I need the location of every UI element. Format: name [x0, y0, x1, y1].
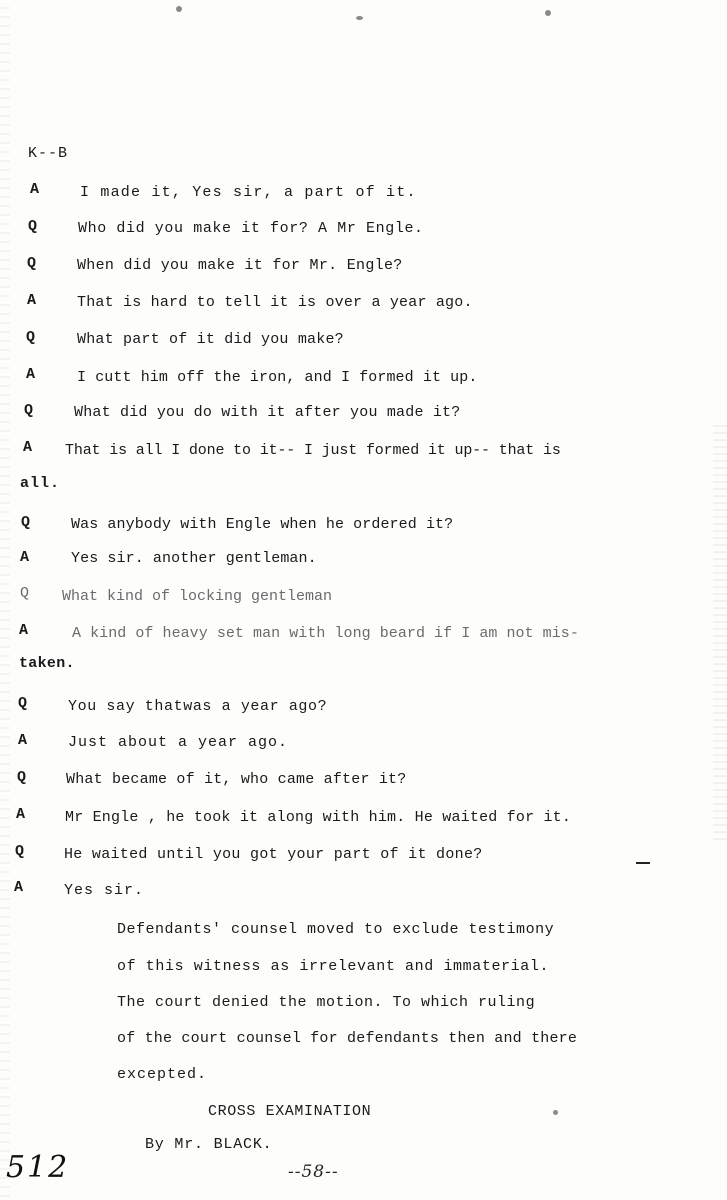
line-text: A kind of heavy set man with long beard if I am not mis- — [72, 625, 579, 642]
scan-speck — [356, 16, 363, 20]
line-text: Was anybody with Engle when he ordered it? — [71, 516, 454, 533]
stray-mark — [636, 862, 650, 864]
speaker-label: Q — [15, 843, 25, 860]
examiner-line: By Mr. BLACK. — [145, 1136, 273, 1153]
paragraph-line: Defendants' counsel moved to exclude testimony — [117, 921, 555, 938]
line-text: What part of it did you make? — [77, 331, 344, 348]
line-text: I cutt him off the iron, and I formed it up. — [77, 369, 478, 386]
line-text: Yes sir. — [64, 882, 145, 899]
speaker-label: A — [23, 439, 33, 456]
paragraph-line: excepted. — [117, 1066, 208, 1083]
paragraph-line: of the court counsel for defendants then and there — [117, 1030, 578, 1047]
scan-edge-right — [713, 420, 727, 840]
speaker-label: Q — [18, 695, 28, 712]
speaker-label: Q — [20, 585, 30, 602]
line-text: When did you make it for Mr. Engle? — [77, 257, 403, 274]
speaker-label: A — [20, 549, 30, 566]
speaker-label: Q — [21, 514, 31, 531]
page-number: --58-- — [288, 1162, 339, 1182]
section-heading: CROSS EXAMINATION — [208, 1103, 372, 1120]
line-text: What did you do with it after you made it? — [74, 404, 461, 421]
speaker-label: A — [14, 879, 24, 896]
scan-speck — [553, 1110, 558, 1115]
scan-speck — [545, 10, 551, 16]
line-text: What kind of locking gentleman — [62, 588, 333, 605]
paragraph-line: The court denied the motion. To which ruling — [117, 994, 536, 1011]
speaker-label: A — [19, 622, 29, 639]
speaker-label: A — [26, 366, 36, 383]
scan-edge-left — [0, 0, 10, 1200]
speaker-label: Q — [24, 402, 34, 419]
speaker-label: A — [18, 732, 28, 749]
line-text: taken. — [19, 655, 75, 672]
speaker-label: Q — [27, 255, 37, 272]
speaker-label: A — [27, 292, 37, 309]
handwritten-page-number: 512 — [6, 1150, 70, 1185]
line-text: Who did you make it for? A Mr Engle. — [78, 220, 424, 237]
line-text: I made it, Yes sir, a part of it. — [80, 184, 417, 201]
line-text: What became of it, who came after it? — [66, 771, 407, 788]
speaker-label: A — [16, 806, 26, 823]
line-text: Just about a year ago. — [68, 734, 289, 751]
line-text: That is all I done to it-- I just formed it up-- that is — [65, 442, 561, 459]
line-text: He waited until you got your part of it done? — [64, 846, 483, 863]
scan-speck — [176, 6, 182, 12]
speaker-label: Q — [28, 218, 38, 235]
line-text: all. — [20, 475, 61, 492]
paragraph-line: of this witness as irrelevant and immaterial. — [117, 958, 550, 975]
speaker-label: Q — [26, 329, 36, 346]
line-text: You say thatwas a year ago? — [68, 698, 328, 715]
transcript-ref: K--B — [28, 145, 69, 162]
line-text: That is hard to tell it is over a year ago. — [77, 294, 473, 311]
line-text: Mr Engle , he took it along with him. He waited for it. — [65, 809, 572, 826]
line-text: Yes sir. another gentleman. — [71, 550, 317, 567]
speaker-label: A — [30, 181, 40, 198]
speaker-label: Q — [17, 769, 27, 786]
